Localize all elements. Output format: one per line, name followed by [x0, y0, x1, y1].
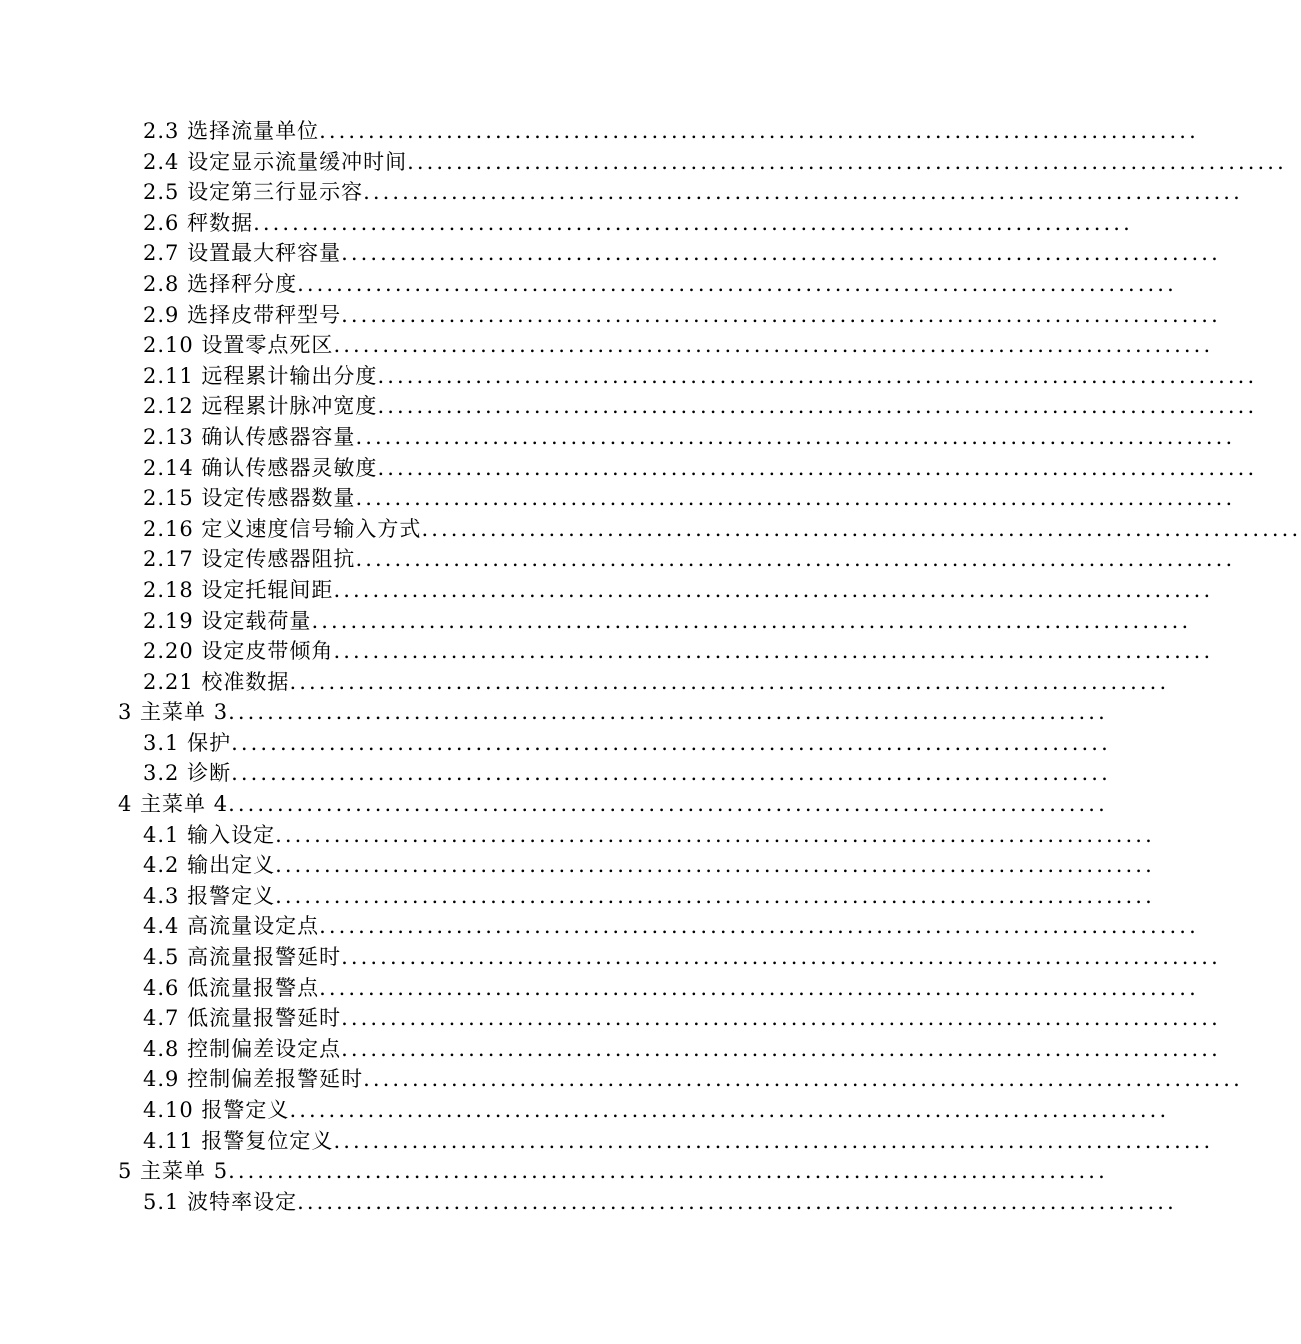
toc-dot-leader: ..........................................................................................	[333, 577, 1214, 602]
toc-entry-title: 4.6 低流量报警点	[143, 975, 320, 1000]
toc-entry-title: 2.17 设定传感器阻抗	[143, 547, 356, 572]
toc-dot-leader: ..........................................................................................	[341, 241, 1221, 266]
toc-dot-leader: ..........................................................................................	[228, 1159, 1108, 1184]
toc-section-entry[interactable]	[0, 453, 1258, 484]
toc-section-entry[interactable]	[0, 544, 1236, 575]
toc-entry-content	[143, 116, 1199, 147]
toc-entry-content	[143, 1126, 1214, 1157]
toc-entry-content	[143, 942, 1221, 973]
toc-entry-content	[143, 1034, 1221, 1065]
toc-dot-leader: ..........................................................................................	[421, 516, 1301, 541]
toc-section-entry[interactable]	[0, 1187, 1177, 1218]
toc-section-entry[interactable]	[0, 330, 1214, 361]
toc-entry-title: 2.5 设定第三行显示容	[143, 180, 364, 205]
toc-entry-title: 4.9 控制偏差报警延时	[143, 1067, 364, 1092]
toc-entry-content	[143, 1064, 1243, 1095]
toc-entry-content	[143, 728, 1111, 759]
toc-entry-content	[143, 820, 1155, 851]
toc-section-entry[interactable]	[0, 361, 1258, 392]
toc-entry-title: 2.11 远程累计输出分度	[143, 363, 378, 388]
toc-section-entry[interactable]	[0, 636, 1214, 667]
toc-dot-leader: ..........................................................................................	[275, 853, 1155, 878]
toc-entry-content	[143, 330, 1214, 361]
toc-entry-title: 4.10 报警定义	[143, 1098, 290, 1122]
toc-dot-leader: ..........................................................................................	[341, 1006, 1221, 1031]
toc-entry-title: 2.19 设定载荷量	[143, 608, 312, 633]
toc-entry-content	[143, 544, 1236, 575]
toc-entry-content	[118, 789, 1108, 820]
toc-section-entry[interactable]	[0, 1034, 1221, 1065]
toc-dot-leader: ..........................................................................................	[355, 486, 1236, 511]
toc-entry-title: 2.14 确认传感器灵敏度	[143, 455, 378, 480]
toc-dot-leader: ..........................................................................................	[275, 822, 1155, 847]
toc-dot-leader: ..........................................................................................	[319, 975, 1199, 1000]
table-of-contents	[0, 116, 1301, 1217]
toc-entry-title: 2.20 设定皮带倾角	[143, 639, 334, 664]
toc-entry-content	[143, 850, 1155, 881]
toc-entry-title: 2.6 秤数据	[143, 210, 254, 235]
toc-entry-title: 5.1 波特率设定	[143, 1189, 298, 1214]
toc-section-entry[interactable]	[0, 238, 1221, 269]
toc-entry-title: 4.8 控制偏差设定点	[143, 1036, 342, 1061]
toc-entry-title: 2.8 选择秤分度	[143, 271, 298, 296]
toc-dot-leader: ..........................................................................................	[228, 792, 1108, 817]
toc-section-entry[interactable]	[0, 208, 1133, 239]
toc-entry-title: 2.15 设定传感器数量	[143, 486, 356, 511]
toc-chapter-entry[interactable]	[0, 1156, 1108, 1187]
toc-entry-title: 2.16 定义速度信号输入方式	[143, 516, 422, 541]
toc-entry-title: 2.9 选择皮带秤型号	[143, 302, 342, 327]
toc-dot-leader: ..........................................................................................	[341, 945, 1221, 970]
toc-entry-content	[143, 514, 1301, 545]
toc-section-entry[interactable]	[0, 391, 1258, 422]
toc-section-entry[interactable]	[0, 758, 1111, 789]
toc-entry-title: 4.4 高流量设定点	[143, 914, 320, 939]
toc-section-entry[interactable]	[0, 300, 1221, 331]
toc-dot-leader: ..........................................................................................	[355, 547, 1236, 572]
toc-entry-content	[143, 208, 1133, 239]
toc-section-entry[interactable]	[0, 1064, 1243, 1095]
toc-section-entry[interactable]	[0, 514, 1301, 545]
toc-entry-title: 2.4 设定显示流量缓冲时间	[143, 149, 408, 174]
toc-dot-leader: ..........................................................................................	[333, 1128, 1214, 1153]
toc-section-entry[interactable]	[0, 269, 1177, 300]
toc-entry-content	[143, 758, 1111, 789]
toc-dot-leader: ..........................................................................................	[289, 1098, 1170, 1122]
toc-entry-content	[143, 1187, 1177, 1218]
toc-section-entry[interactable]	[0, 1003, 1221, 1034]
toc-dot-leader: ..........................................................................................	[319, 119, 1199, 143]
toc-dot-leader: ..........................................................................................	[275, 883, 1155, 908]
toc-entry-content	[143, 238, 1221, 269]
toc-entry-content	[143, 269, 1177, 300]
toc-dot-leader: ..........................................................................................	[297, 1189, 1177, 1214]
toc-entry-content	[143, 667, 1170, 698]
toc-entry-title: 2.12 远程累计脉冲宽度	[143, 394, 378, 419]
toc-entry-title: 2.3 选择流量单位	[143, 119, 320, 143]
toc-entry-title: 3 主菜单 3	[118, 700, 229, 725]
toc-entry-content	[143, 453, 1258, 484]
toc-dot-leader: ..........................................................................................	[363, 180, 1243, 205]
toc-entry-content	[143, 1003, 1221, 1034]
toc-entry-content	[143, 636, 1214, 667]
toc-entry-title: 2.13 确认传感器容量	[143, 424, 356, 449]
toc-entry-content	[143, 147, 1287, 178]
toc-dot-leader: ..........................................................................................	[253, 210, 1133, 235]
toc-dot-leader: ..........................................................................................	[319, 914, 1199, 939]
toc-entry-title: 4.11 报警复位定义	[143, 1128, 334, 1153]
toc-section-entry[interactable]	[0, 606, 1192, 637]
toc-dot-leader: ..........................................................................................	[228, 700, 1108, 725]
toc-dot-leader: ..........................................................................................	[407, 149, 1287, 174]
toc-section-entry[interactable]	[0, 942, 1221, 973]
toc-chapter-entry[interactable]	[0, 697, 1108, 728]
toc-entry-content	[118, 1156, 1108, 1187]
toc-entry-title: 4 主菜单 4	[118, 792, 229, 817]
toc-section-entry[interactable]	[0, 728, 1111, 759]
toc-section-entry[interactable]	[0, 881, 1155, 912]
toc-dot-leader: ..........................................................................................	[341, 302, 1221, 327]
toc-dot-leader: ..........................................................................................	[311, 608, 1192, 633]
toc-entry-content	[118, 697, 1108, 728]
toc-section-entry[interactable]	[0, 422, 1236, 453]
toc-entry-title: 5 主菜单 5	[118, 1159, 229, 1184]
toc-section-entry[interactable]	[0, 1126, 1214, 1157]
toc-section-entry[interactable]	[0, 820, 1155, 851]
toc-dot-leader: ..........................................................................................	[377, 394, 1258, 419]
toc-entry-content	[143, 911, 1199, 942]
toc-section-entry[interactable]	[0, 575, 1214, 606]
toc-section-entry[interactable]	[0, 973, 1199, 1004]
toc-entry-title: 2.18 设定托辊间距	[143, 577, 334, 602]
toc-dot-leader: ..........................................................................................	[377, 455, 1258, 480]
toc-entry-title: 3.1 保护	[143, 730, 232, 755]
toc-entry-title: 4.5 高流量报警延时	[143, 945, 342, 970]
toc-dot-leader: ..........................................................................................	[333, 639, 1214, 664]
toc-entry-title: 4.1 输入设定	[143, 822, 276, 847]
toc-entry-content	[143, 177, 1243, 208]
toc-section-entry[interactable]	[0, 850, 1155, 881]
toc-dot-leader: ..........................................................................................	[289, 669, 1170, 694]
toc-entry-content	[143, 422, 1236, 453]
toc-section-entry[interactable]	[0, 177, 1243, 208]
toc-section-entry[interactable]	[0, 1095, 1170, 1126]
toc-dot-leader: ..........................................................................................	[297, 271, 1177, 296]
toc-entry-title: 4.7 低流量报警延时	[143, 1006, 342, 1031]
toc-entry-title: 4.2 输出定义	[143, 853, 276, 878]
toc-section-entry[interactable]	[0, 667, 1170, 698]
toc-entry-title: 3.2 诊断	[143, 761, 232, 786]
toc-entry-content	[143, 575, 1214, 606]
toc-entry-content	[143, 361, 1258, 392]
toc-chapter-entry[interactable]	[0, 789, 1108, 820]
toc-dot-leader: ..........................................................................................	[363, 1067, 1243, 1092]
toc-section-entry[interactable]	[0, 116, 1199, 147]
toc-section-entry[interactable]	[0, 147, 1287, 178]
toc-entry-content	[143, 391, 1258, 422]
toc-dot-leader: ..........................................................................................	[231, 730, 1111, 755]
toc-entry-title: 2.10 设置零点死区	[143, 333, 334, 358]
toc-dot-leader: ..........................................................................................	[333, 333, 1214, 358]
toc-section-entry[interactable]	[0, 483, 1236, 514]
toc-dot-leader: ..........................................................................................	[341, 1036, 1221, 1061]
toc-entry-content	[143, 1095, 1170, 1126]
toc-dot-leader: ..........................................................................................	[377, 363, 1258, 388]
toc-dot-leader: ..........................................................................................	[231, 761, 1111, 786]
toc-entry-content	[143, 881, 1155, 912]
toc-entry-content	[143, 973, 1199, 1004]
toc-entry-title: 2.7 设置最大秤容量	[143, 241, 342, 266]
toc-entry-title: 2.21 校准数据	[143, 669, 290, 694]
toc-entry-content	[143, 483, 1236, 514]
toc-entry-content	[143, 300, 1221, 331]
toc-dot-leader: ..........................................................................................	[355, 424, 1236, 449]
toc-entry-content	[143, 606, 1192, 637]
toc-section-entry[interactable]	[0, 911, 1199, 942]
toc-entry-title: 4.3 报警定义	[143, 883, 276, 908]
